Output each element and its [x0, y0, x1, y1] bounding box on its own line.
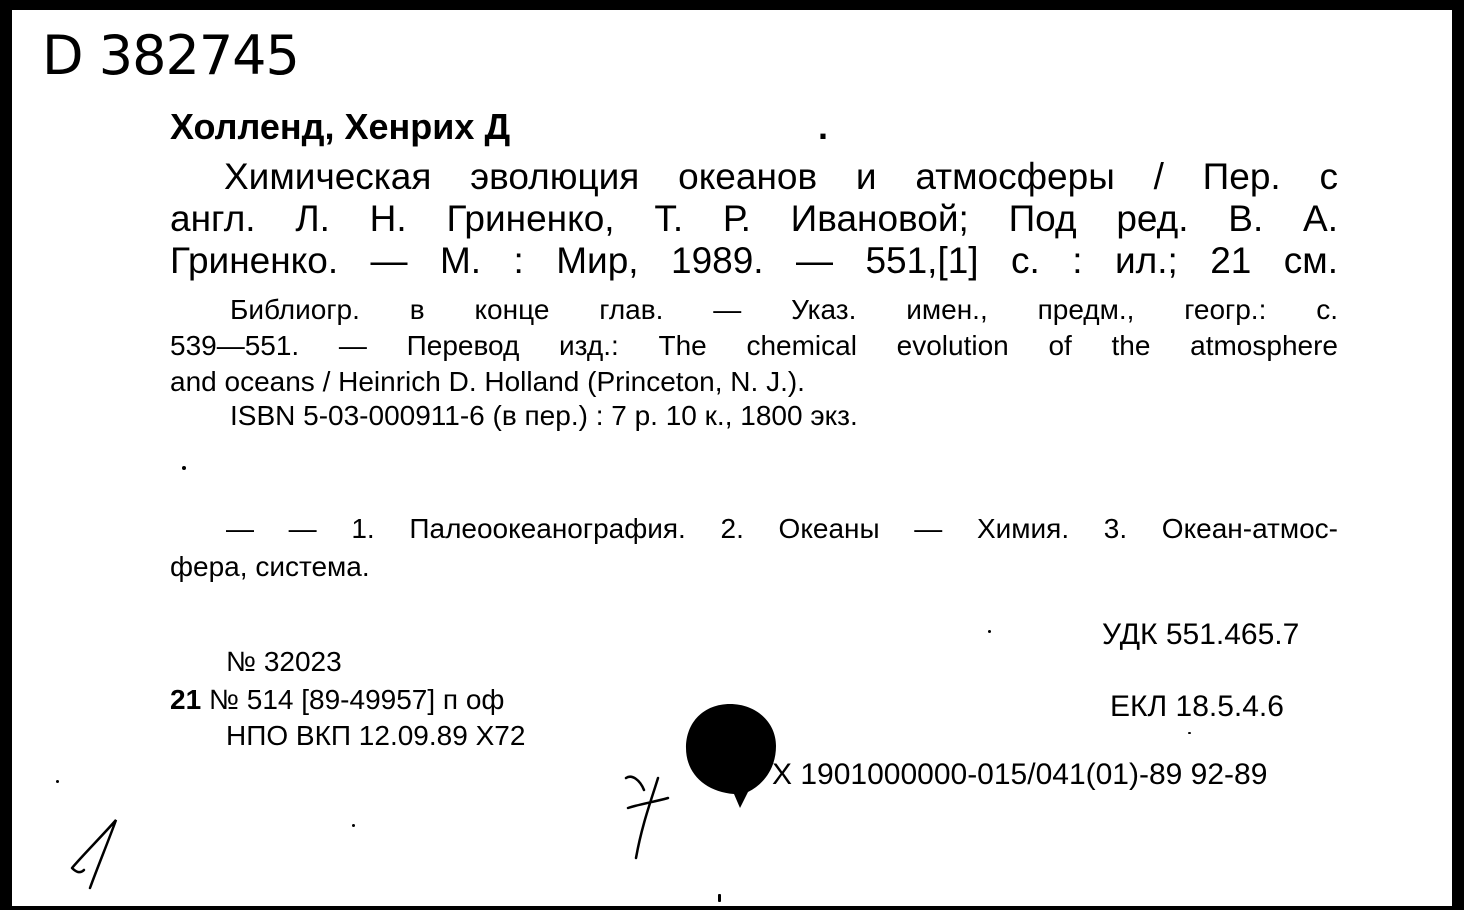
note-line: and oceans / Heinrich D. Holland (Princeton, N. J.).: [170, 366, 805, 397]
notes: [170, 292, 1338, 400]
isbn-line: ISBN 5-03-000911-6 (в пер.) : 7 р. 10 к., 1800 экз.: [230, 400, 858, 431]
title-line: англ. Л. Н. Гриненко, Т. Р. Ивановой; Под ред. В. А.: [170, 198, 1338, 239]
speck: [718, 894, 721, 902]
ink-blot-icon: [682, 700, 778, 810]
title-statement: [170, 156, 1338, 282]
npo-line: НПО ВКП 12.09.89 Х72: [226, 720, 526, 751]
speck: [1188, 732, 1191, 734]
subject-headings: [170, 510, 1338, 586]
author-heading: Холленд, Хенрих Д: [170, 106, 511, 147]
order-line: [170, 684, 504, 716]
classification-code: Х 1901000000-015/041(01)-89 92-89: [772, 758, 1268, 791]
note-line: Библиогр. в конце глав. — Указ. имен., предм., геогр.: с.: [230, 294, 1338, 325]
order-prefix: 21: [170, 684, 202, 715]
note-line: 539—551. — Перевод изд.: The chemical evolution of the atmosphere: [170, 330, 1338, 361]
ekl-code: ЕКЛ 18.5.4.6: [1110, 690, 1284, 723]
udk-code: УДК 551.465.7: [1102, 618, 1300, 651]
inventory-number: № 32023: [226, 646, 342, 677]
speck: [352, 824, 355, 827]
handwritten-seven-icon: [618, 768, 678, 862]
call-number: D 382745: [42, 24, 299, 87]
speck: [182, 466, 186, 470]
title-line: Химическая эволюция океанов и атмосферы / Пер. с: [224, 156, 1338, 197]
title-line: Гриненко. — М. : Мир, 1989. — 551,[1] с. : ил.; 21 см.: [170, 240, 1338, 281]
handwritten-one-icon: [68, 816, 128, 892]
speck: [988, 630, 991, 633]
order-details: № 514 [89-49957] п оф: [208, 684, 505, 715]
subject-line: — — 1. Палеоокеанография. 2. Океаны — Химия. 3. Океан-атмос-: [226, 513, 1338, 544]
subject-line: фера, система.: [170, 551, 370, 582]
speck: [56, 780, 59, 783]
author-mark: .: [818, 106, 829, 147]
catalog-card: [12, 10, 1452, 906]
